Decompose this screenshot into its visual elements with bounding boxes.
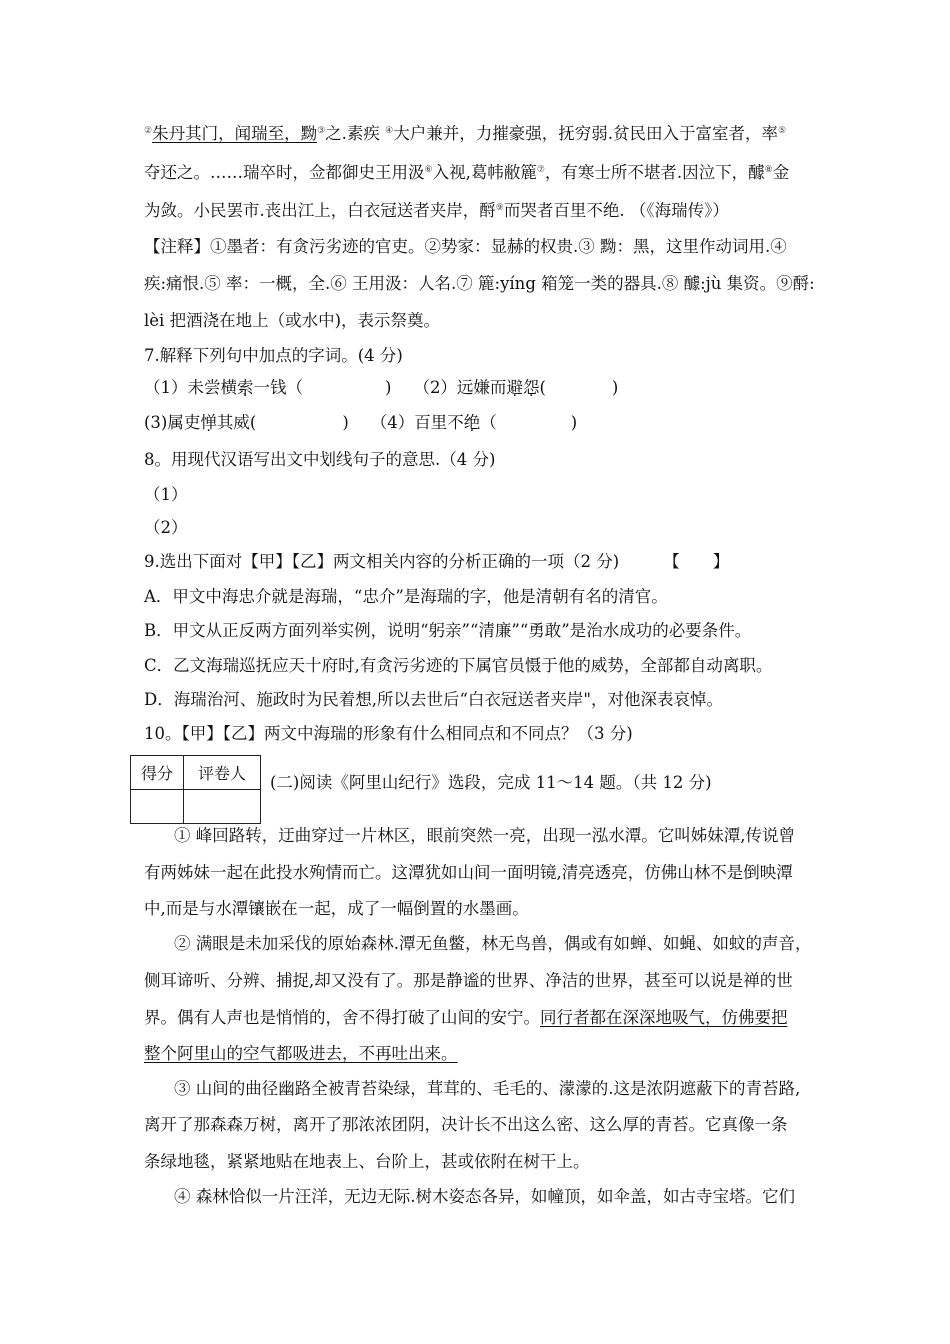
question-7-stem: 7.解释下列句中加点的字词。(4 分)	[144, 346, 403, 365]
paragraph-3-line-2: 离开了那森森万树，离开了那浓浓团阴，决计长不出这么密、这么厚的青苔。它真像一条	[144, 1115, 788, 1134]
option-c: C．乙文海瑞巡抚应天十府时,有贪污劣迹的下属官员慑于他的威势，全部都自动离职。	[144, 656, 773, 675]
paragraph-1-line-2: 有两姊妹一起在此投水殉情而亡。这潭犹如山间一面明镜,清亮透亮，仿佛山林不是倒映潭	[144, 863, 793, 882]
paragraph-2-line-1: ② 满眼是未加采伐的原始森林.潭无鱼鳖，林无鸟兽，偶或有如蝉、如蝇、如蚊的声音，	[174, 934, 812, 953]
question-9-stem: 9.选出下面对【甲】【乙】两文相关内容的分析正确的一项（2 分) 【 】	[144, 552, 730, 571]
question-10-stem: 10。【甲】【乙】两文中海瑞的形象有什么相同点和不同点？（3 分)	[144, 724, 633, 743]
grader-header: 评卷人	[184, 756, 261, 790]
question-8-answer-1[interactable]: （1）	[144, 485, 188, 504]
question-7-row-2: (3)属吏惮其威( ) （4）百里不绝（ )	[144, 413, 578, 432]
paragraph-1-line-1: ① 峰回路转，迂曲穿过一片林区，眼前突然一亮，出现一泓水潭。它叫姊妹潭,传说曾	[174, 826, 795, 845]
paragraph-2-line-4	[144, 1043, 814, 1065]
paragraph-2-line-2: 侧耳谛听、分辨、捕捉,却又没有了。那是静谧的世界、净洁的世界，甚至可以说是禅的世	[144, 971, 793, 990]
passage-line-1: ②朱丹其门，闻瑞至，黝③之.素疾 ④大户兼并，力摧豪强，抚穷弱.贫民田入于富室者，率⑤	[144, 124, 787, 143]
option-b: B．甲文从正反两方面列举实例，说明“躬亲”“清廉”“勇敢”是治水成功的必要条件。	[144, 621, 752, 640]
score-table	[130, 755, 261, 824]
grader-cell[interactable]	[184, 790, 261, 824]
notes-line-2: 疾:痛恨.⑤ 率：一概，全.⑥ 王用汲：人名.⑦ 簏:yíng 箱笼一类的器具.⑧ 醵:jù 集资。⑨酹:	[144, 274, 815, 293]
option-d: D．海瑞治河、施政时为民着想,所以去世后“白衣冠送者夹岸"，对他深表哀悼。	[144, 690, 723, 709]
paragraph-3-line-3: 条绿地毯，紧紧地贴在地表上、台阶上，甚或依附在树干上。	[144, 1152, 590, 1171]
question-7-row-1: （1）未尝横索一钱（ ) （2）远嫌而避怨( )	[144, 378, 619, 397]
passage-line-2: 夺还之。……瑞卒时，佥都御史王用汲⑥入视,葛帏敝簏⑦，有寒士所不堪者.因泣下，醵⑧金	[144, 163, 790, 182]
underlined-sentence: 整个阿里山的空气都吸进去，不再吐出来。	[144, 1044, 458, 1063]
section-2-heading: (二)阅读《阿里山纪行》选段，完成 11～14 题。（共 12 分)	[270, 773, 712, 792]
question-8-stem: 8。用现代汉语写出文中划线句子的意思.（4 分)	[144, 450, 496, 469]
notes-line-1: 【注释】①墨者：有贪污劣迹的官吏。②势家：显赫的权贵.③ 黝：黑，这里作动词用.④	[144, 237, 787, 256]
paragraph-1-line-3: 中,而是与水潭镶嵌在一起，成了一幅倒置的水墨画。	[144, 899, 529, 918]
notes-line-3: lèi 把酒浇在地上（或水中)，表示祭奠。	[144, 311, 441, 330]
paragraph-4-line-1: ④ 森林恰似一片汪洋，无边无际.树木姿态各异，如幢顶，如伞盖，如古寺宝塔。它们	[174, 1187, 795, 1206]
answer-bracket[interactable]: 【 】	[663, 552, 730, 571]
paragraph-3-line-1: ③ 山间的曲径幽路全被青苔染绿，茸茸的、毛毛的、濛濛的.这是浓阴遮蔽下的青苔路,	[174, 1079, 801, 1098]
option-a: A．甲文中海忠介就是海瑞，“忠介”是海瑞的字，他是清朝有名的清官。	[144, 587, 668, 606]
underlined-sentence: 朱丹其门，闻瑞至，黝	[152, 124, 318, 143]
underlined-sentence: 同行者都在深深地吸气，仿佛要把	[540, 1008, 788, 1027]
score-header: 得分	[131, 756, 184, 790]
passage-line-3: 为敛。小民罢市.丧出江上，白衣冠送者夹岸，酹⑨而哭者百里不绝. （《海瑞传》）	[144, 201, 729, 220]
paragraph-2-line-3: 界。偶有人声也是悄悄的，舍不得打破了山间的安宁。同行者都在深深地吸气，仿佛要把	[144, 1008, 788, 1027]
question-8-answer-2[interactable]: （2）	[144, 518, 188, 537]
score-cell[interactable]	[131, 790, 184, 824]
